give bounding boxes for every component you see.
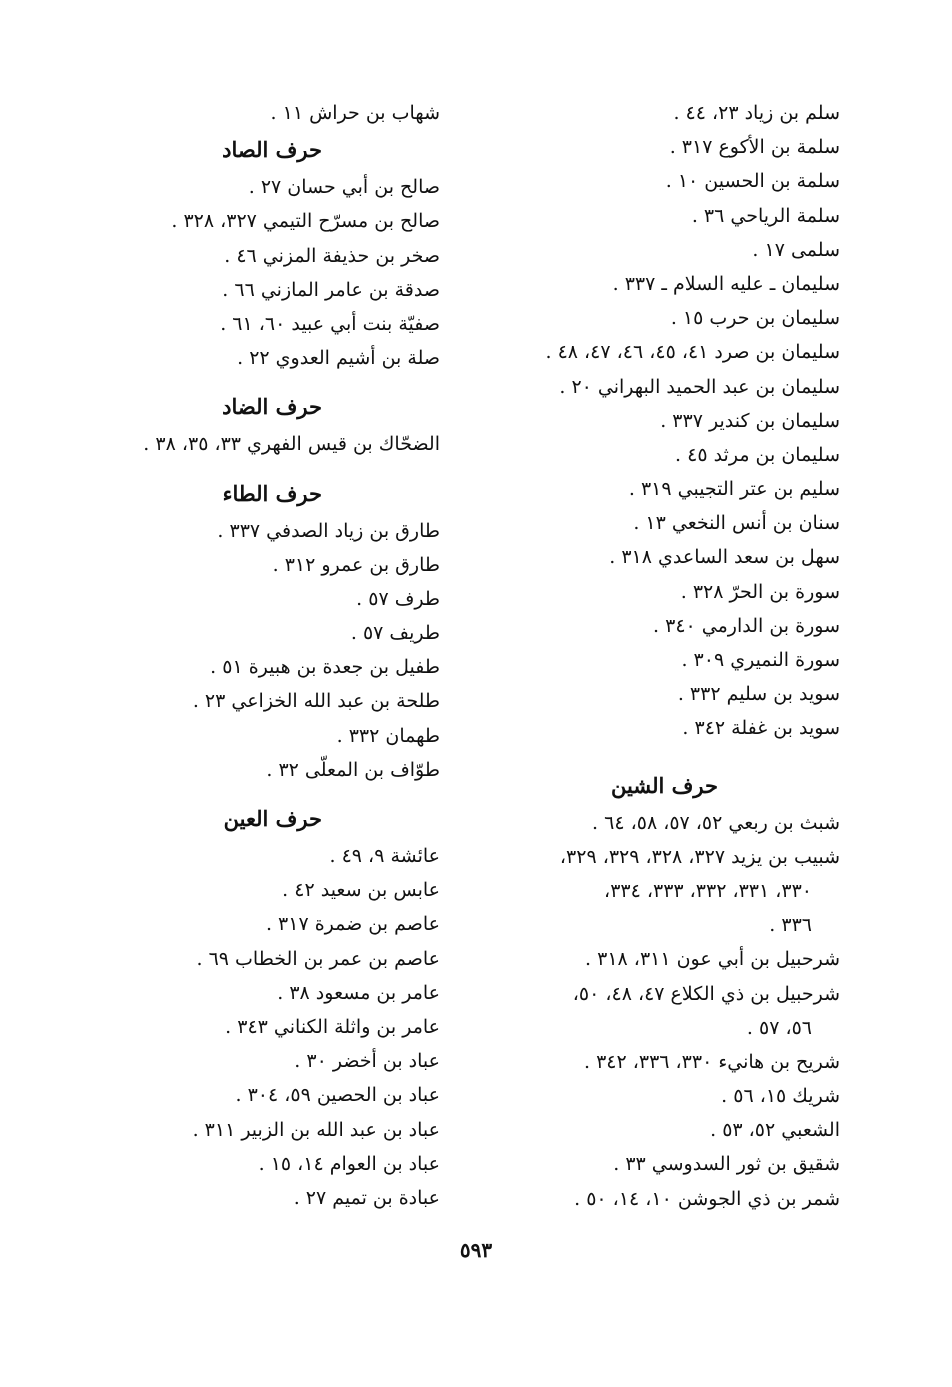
index-entry: سويد بن غفلة ٣٤٢ . <box>682 717 840 740</box>
index-entry: عامر بن مسعود ٣٨ . <box>277 981 440 1004</box>
index-entry: شريح بن هانيء ٣٣٠، ٣٣٦، ٣٤٢ . <box>583 1050 840 1073</box>
index-entry: طفيل بن جعدة بن هبيرة ٥١ . <box>210 656 440 679</box>
section-heading: حرف الصاد <box>222 137 322 163</box>
index-entry: عباد بن العوام ١٤، ١٥ . <box>258 1152 440 1175</box>
index-entry: طهمان ٣٣٢ . <box>336 724 440 747</box>
index-entry: شرحبيل بن ذي الكلاع ٤٧، ٤٨، ٥٠، <box>572 982 840 1005</box>
index-entry: سلم بن زياد ٢٣، ٤٤ . <box>673 102 840 124</box>
index-entry: صفيّة بنت أبي عبيد ٦٠، ٦١ . <box>220 312 440 335</box>
index-entry: سويد بن سليم ٣٣٢ . <box>677 683 840 706</box>
index-entry: عامر بن واثلة الكناني ٣٤٣ . <box>225 1015 440 1038</box>
index-entry: طريف ٥٧ . <box>350 622 440 645</box>
index-entry-continuation: ٣٣٦ . <box>769 914 812 937</box>
index-entry: سليمان بن كندير ٣٣٧ . <box>660 409 840 432</box>
section-heading: حرف الطاء <box>222 480 322 506</box>
index-entry: سليمان ـ عليه السلام ـ ٣٣٧ . <box>612 272 840 295</box>
index-entry: سلمة بن الأكوع ٣١٧ . <box>669 136 840 159</box>
section-heading: حرف الشين <box>611 772 718 798</box>
index-entry: عائشة ٩، ٤٩ . <box>329 845 440 867</box>
index-entry: صلة بن أشيم العدوي ٢٢ . <box>237 347 440 370</box>
index-entry: سليمان بن صرد ٤١، ٤٥، ٤٦، ٤٧، ٤٨ . <box>545 341 840 364</box>
index-entry-continuation: ٥٦، ٥٧ . <box>746 1016 812 1039</box>
index-entry: الضحّاك بن قيس الفهري ٣٣، ٣٥، ٣٨ . <box>143 433 440 456</box>
index-entry: عاصم بن ضمرة ٣١٧ . <box>265 913 440 936</box>
right-column <box>480 96 840 1216</box>
index-entry: سورة النميري ٣٠٩ . <box>681 649 840 671</box>
index-entry: سنان بن أنس النخعي ١٣ . <box>633 512 840 535</box>
index-entry: سليمان بن مرثد ٤٥ . <box>675 443 840 466</box>
index-entry: صالح بن مسرّح التيمي ٣٢٧، ٣٢٨ . <box>171 210 440 233</box>
index-entry: شريك ١٥، ٥٦ . <box>721 1085 840 1108</box>
index-entry: طوّاف بن المعلّى ٣٢ . <box>266 758 440 781</box>
index-entry: سليمان بن عبد الحميد البهراني ٢٠ . <box>559 375 840 398</box>
left-column <box>60 96 440 1215</box>
index-entry: صخر بن حذيفة المزني ٤٦ . <box>224 244 440 267</box>
index-entry-continuation: ٣٣٠، ٣٣١، ٣٣٢، ٣٣٣، ٣٣٤، <box>604 879 812 902</box>
index-entry: سليمان بن حرب ١٥ . <box>670 307 840 330</box>
index-entry: سورة بن الدارمي ٣٤٠ . <box>653 614 840 637</box>
page-number: ٥٩٣ <box>459 1238 493 1262</box>
index-entry: سلمة بن الحسين ١٠ . <box>665 170 840 193</box>
index-entry: عباد بن الحصين ٥٩، ٣٠٤ . <box>235 1084 440 1107</box>
index-entry: شبث بن ربعي ٥٢، ٥٧، ٥٨، ٦٤ . <box>592 811 840 834</box>
index-entry: الشعبي ٥٢، ٥٣ . <box>710 1119 840 1142</box>
index-entry: سليم بن عتر التجيبي ٣١٩ . <box>628 478 840 501</box>
index-entry: شهاب بن حراش ١١ . <box>270 102 440 124</box>
index-entry: شرحبيل بن أبي عون ٣١١، ٣١٨ . <box>585 948 840 971</box>
index-entry: طارق بن زياد الصدفي ٣٣٧ . <box>217 519 440 542</box>
section-heading: حرف العين <box>223 806 322 831</box>
section-heading: حرف الضاد <box>222 394 322 420</box>
index-entry: عابس بن سعيد ٤٢ . <box>282 879 440 902</box>
index-entry: عباد بن أخضر ٣٠ . <box>294 1050 440 1073</box>
index-entry: عاصم بن عمر بن الخطاب ٦٩ . <box>196 947 440 970</box>
index-entry: سلمى ١٧ . <box>752 238 840 261</box>
index-entry: طلحة بن عبد الله الخزاعي ٢٣ . <box>192 690 440 713</box>
index-entry: سلمة الرياحي ٣٦ . <box>691 204 840 227</box>
index-entry: شقيق بن ثور السدوسي ٣٣ . <box>613 1153 840 1176</box>
index-entry: شمر بن ذي الجوشن ١٠، ١٤، ٥٠ . <box>574 1187 840 1210</box>
index-entry: صالح بن أبي حسان ٢٧ . <box>248 176 440 199</box>
index-entry: عبادة بن تميم ٢٧ . <box>293 1186 440 1209</box>
index-entry: طرف ٥٧ . <box>356 587 440 610</box>
index-entry: سورة بن الحرّ ٣٢٨ . <box>680 580 840 603</box>
index-entry: صدقة بن عامر المازني ٦٦ . <box>222 278 440 301</box>
index-entry: عباد بن عبد الله بن الزبير ٣١١ . <box>192 1118 440 1141</box>
index-entry: طارق بن عمرو ٣١٢ . <box>272 553 440 576</box>
index-entry: شبيب بن يزيد ٣٢٧، ٣٢٨، ٣٢٩، ٣٢٩، <box>559 845 840 868</box>
index-entry: سهل بن سعد الساعدي ٣١٨ . <box>609 546 840 569</box>
